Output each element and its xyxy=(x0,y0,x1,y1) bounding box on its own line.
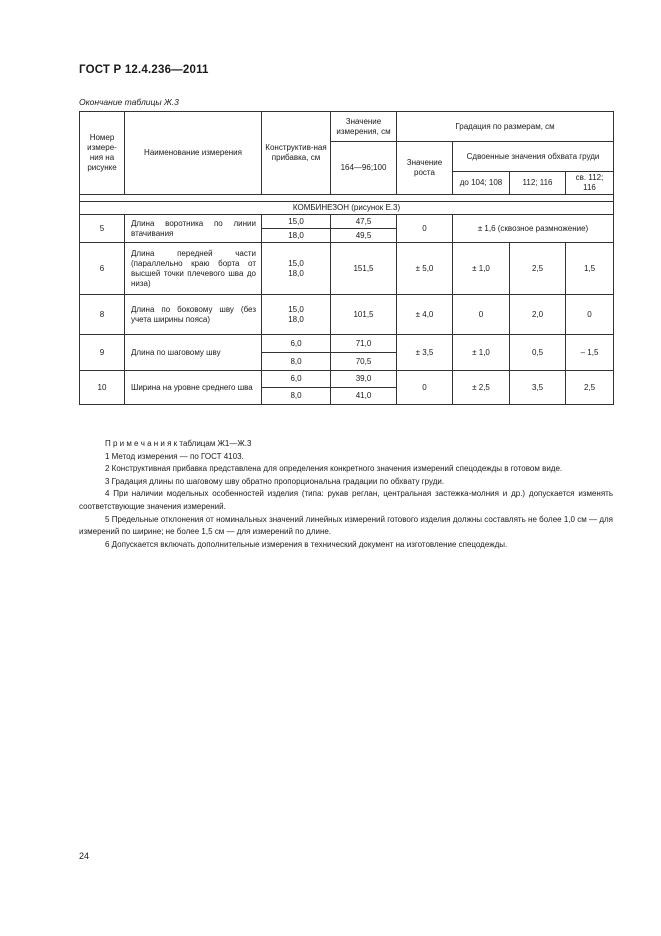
row5-value-b: 49,5 xyxy=(331,229,397,243)
header-base-size: 164—96;100 xyxy=(331,142,397,195)
row6-c3: 1,5 xyxy=(566,243,614,295)
note-item: 2 Конструктивная прибавка представлена для определения конкретного значения измерений спецодежды в готовом виде. xyxy=(105,464,563,474)
header-name: Наименование измерения xyxy=(125,112,262,195)
row6-c2: 2,5 xyxy=(510,243,566,295)
row6-height: ± 5,0 xyxy=(397,243,453,295)
row8-height: ± 4,0 xyxy=(397,295,453,335)
notes xyxy=(79,438,613,551)
row6-c1: ± 1,0 xyxy=(453,243,510,295)
measurements-table xyxy=(79,111,614,405)
row5-height: 0 xyxy=(397,215,453,243)
document-title: ГОСТ Р 12.4.236—2011 xyxy=(79,64,209,76)
header-allowance: Конструктив-ная прибавка, см xyxy=(262,112,331,195)
row6-allowance-a: 15,0 xyxy=(288,258,304,268)
row5-span-text: ± 1,6 (сквозное размножение) xyxy=(453,215,614,243)
row10-value-b: 41,0 xyxy=(331,388,397,405)
row9-value-b: 70,5 xyxy=(331,353,397,371)
row9-c3: – 1,5 xyxy=(566,335,614,371)
row8-c3: 0 xyxy=(566,295,614,335)
note-item: 4 При наличии модельных особенностей изделия (типа: рукав реглан, центральная застежка-молния и др.) допускается изменять соответствующие значения измерений. xyxy=(79,489,613,511)
row10-c2: 3,5 xyxy=(510,371,566,405)
row5-name: Длина воротника по линии втачивания xyxy=(125,215,262,243)
row8-allowance-a: 15,0 xyxy=(288,304,304,314)
row6-value: 151,5 xyxy=(331,243,397,295)
row5-num: 5 xyxy=(80,215,125,243)
row8-name: Длина по боковому шву (без учета ширины пояса) xyxy=(125,295,262,335)
row10-height: 0 xyxy=(397,371,453,405)
row5-value-a: 47,5 xyxy=(331,215,397,229)
header-height-value: Значение роста xyxy=(397,142,453,195)
row9-allowance-a: 6,0 xyxy=(262,335,331,353)
row8-num: 8 xyxy=(80,295,125,335)
row10-allowance-b: 8,0 xyxy=(262,388,331,405)
row10-name: Ширина на уровне среднего шва xyxy=(125,371,262,405)
row9-height: ± 3,5 xyxy=(397,335,453,371)
row10-num: 10 xyxy=(80,371,125,405)
row9-allowance-b: 8,0 xyxy=(262,353,331,371)
header-gradation: Градация по размерам, см xyxy=(397,112,614,142)
row10-c1: ± 2,5 xyxy=(453,371,510,405)
note-item: 1 Метод измерения — по ГОСТ 4103. xyxy=(105,451,244,461)
row10-allowance-a: 6,0 xyxy=(262,371,331,388)
row9-c2: 0,5 xyxy=(510,335,566,371)
row9-num: 9 xyxy=(80,335,125,371)
row9-name: Длина по шаговому шву xyxy=(125,335,262,371)
header-value: Значение измерения, см xyxy=(331,112,397,142)
table-caption: Окончание таблицы Ж.3 xyxy=(79,97,179,107)
header-col1: до 104; 108 xyxy=(453,172,510,195)
header-col2: 112; 116 xyxy=(510,172,566,195)
row8-c1: 0 xyxy=(453,295,510,335)
row9-value-a: 71,0 xyxy=(331,335,397,353)
row6-num: 6 xyxy=(80,243,125,295)
row6-allowance xyxy=(262,243,331,295)
notes-heading: П р и м е ч а н и я к таблицам Ж1—Ж.3 xyxy=(105,439,252,448)
row6-name: Длина передней части (параллельно краю борта от высшей точки плечевого шва до низа) xyxy=(125,243,262,295)
row8-value: 101,5 xyxy=(331,295,397,335)
row10-value-a: 39,0 xyxy=(331,371,397,388)
header-doubled: Сдвоенные значения обхвата груди xyxy=(453,142,614,172)
note-item: 6 Допускается включать дополнительные измерения в технический документ на изготовление спецодежды. xyxy=(105,539,508,549)
row6-allowance-b: 18,0 xyxy=(288,268,304,278)
row8-allowance-b: 18,0 xyxy=(288,314,304,324)
row8-c2: 2,0 xyxy=(510,295,566,335)
header-num: Номер измере-ния на рисунке xyxy=(80,112,125,195)
row10-c3: 2,5 xyxy=(566,371,614,405)
row8-allowance xyxy=(262,295,331,335)
note-item: 5 Предельные отклонения от номинальных значений линейных измерений готового изделия должны составлять не более 1,0 см — для измерений по ширине; не более 1,5 см — для измерений по длине. xyxy=(79,514,613,537)
section-title: КОМБИНЕЗОН (рисунок Е.3) xyxy=(80,202,614,215)
note-item: 3 Градация длины по шаговому шву обратно пропорциональна градации по обхвату груди. xyxy=(105,476,445,486)
page-number: 24 xyxy=(79,851,90,861)
row9-c1: ± 1,0 xyxy=(453,335,510,371)
row5-allowance-b: 18,0 xyxy=(262,229,331,243)
row5-allowance-a: 15,0 xyxy=(262,215,331,229)
header-col3: св. 112; 116 xyxy=(566,172,614,195)
